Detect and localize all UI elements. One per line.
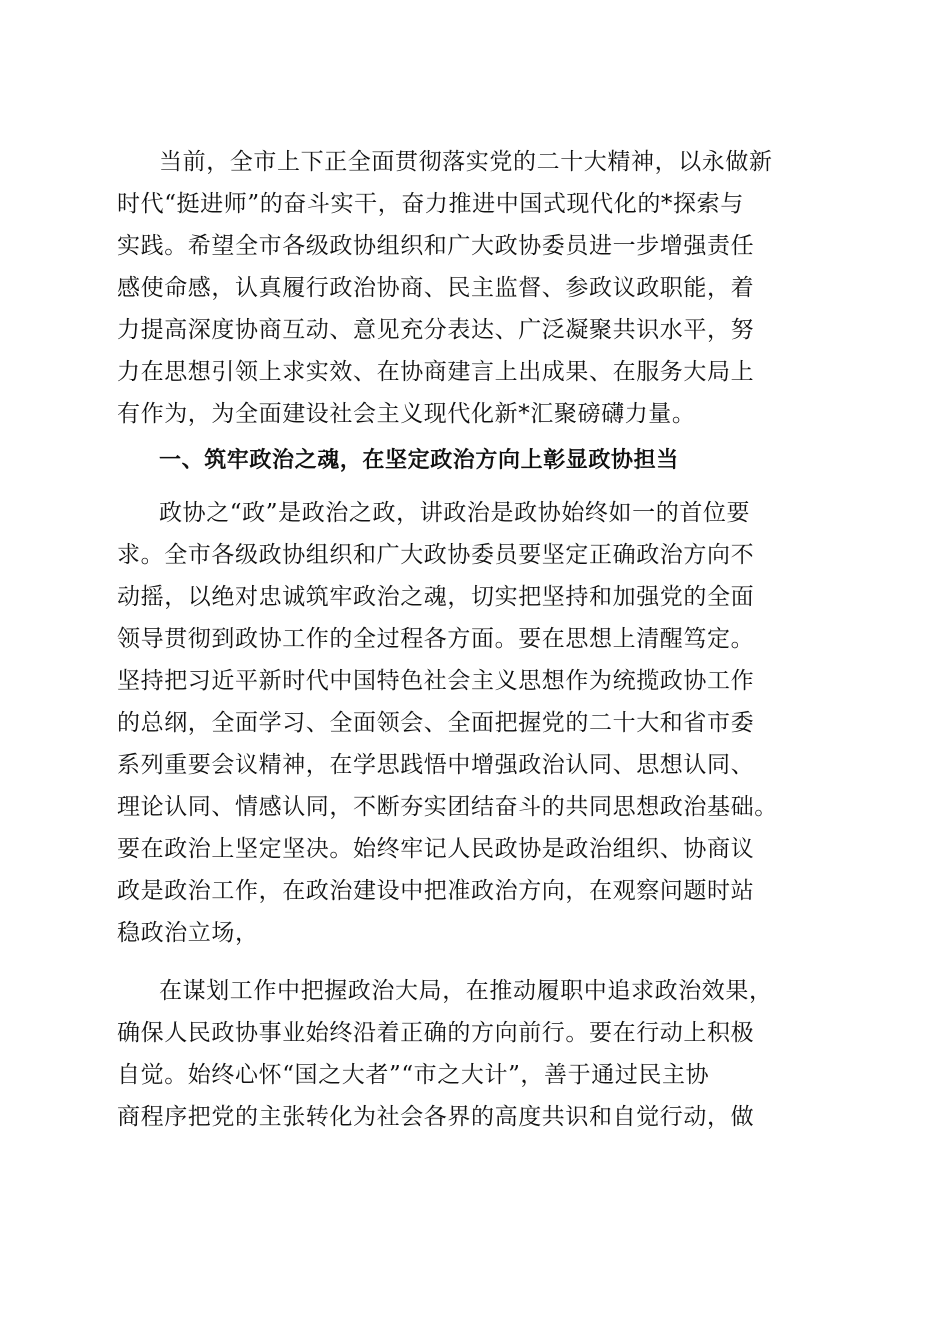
section-heading-1: 一、筑牢政治之魂，在坚定政治方向上彰显政协担当 [159,448,679,473]
paragraph-1-line-4: 感使命感，认真履行政治协商、民主监督、参政议政职能，着 [117,275,755,301]
paragraph-2-line-8: 理论认同、情感认同，不断夯实团结奋斗的共同思想政治基础。 [117,794,778,820]
paragraph-3-line-2: 确保人民政协事业始终沿着正确的方向前行。要在行动上积极 [117,1020,755,1046]
paragraph-1-line-2: 时代“挺进师”的奋斗实干，奋力推进中国式现代化的*探索与 [117,191,744,217]
paragraph-2-line-2: 求。全市各级政协组织和广大政协委员要坚定正确政治方向不 [117,542,755,568]
paragraph-1-line-5: 力提高深度协商互动、意见充分表达、广泛凝聚共识水平，努 [117,317,755,343]
paragraph-3-line-4: 商程序把党的主张转化为社会各界的高度共识和自觉行动，做 [117,1104,755,1130]
paragraph-1-line-6: 力在思想引领上求实效、在协商建言上出成果、在服务大局上 [117,359,755,385]
paragraph-2-line-6: 的总纲，全面学习、全面领会、全面把握党的二十大和省市委 [117,710,755,736]
paragraph-2-line-4: 领导贯彻到政协工作的全过程各方面。要在思想上清醒笃定。 [117,626,755,652]
paragraph-1-line-1: 当前，全市上下正全面贯彻落实党的二十大精神，以永做新 [159,149,773,175]
paragraph-2-line-10: 政是政治工作，在政治建设中把准政治方向，在观察问题时站 [117,878,755,904]
paragraph-1-line-3: 实践。希望全市各级政协组织和广大政协委员进一步增强责任 [117,233,755,259]
paragraph-2-line-5: 坚持把习近平新时代中国特色社会主义思想作为统揽政协工作 [117,668,755,694]
paragraph-2-line-7: 系列重要会议精神，在学思践悟中增强政治认同、思想认同、 [117,752,755,778]
paragraph-2-line-1: 政协之“政”是政治之政，讲政治是政协始终如一的首位要 [159,500,751,526]
paragraph-1-line-7: 有作为，为全面建设社会主义现代化新*汇聚磅礴力量。 [117,401,696,427]
paragraph-2-line-11: 稳政治立场， [117,920,259,946]
paragraph-3-line-1: 在谋划工作中把握政治大局，在推动履职中追求政治效果， [159,978,773,1004]
paragraph-2-line-9: 要在政治上坚定坚决。始终牢记人民政协是政治组织、协商议 [117,836,755,862]
paragraph-2-line-3: 动摇，以绝对忠诚筑牢政治之魂，切实把坚持和加强党的全面 [117,584,755,610]
paragraph-3-line-3: 自觉。始终心怀“国之大者”“市之大计”，善于通过民主协 [117,1062,710,1088]
